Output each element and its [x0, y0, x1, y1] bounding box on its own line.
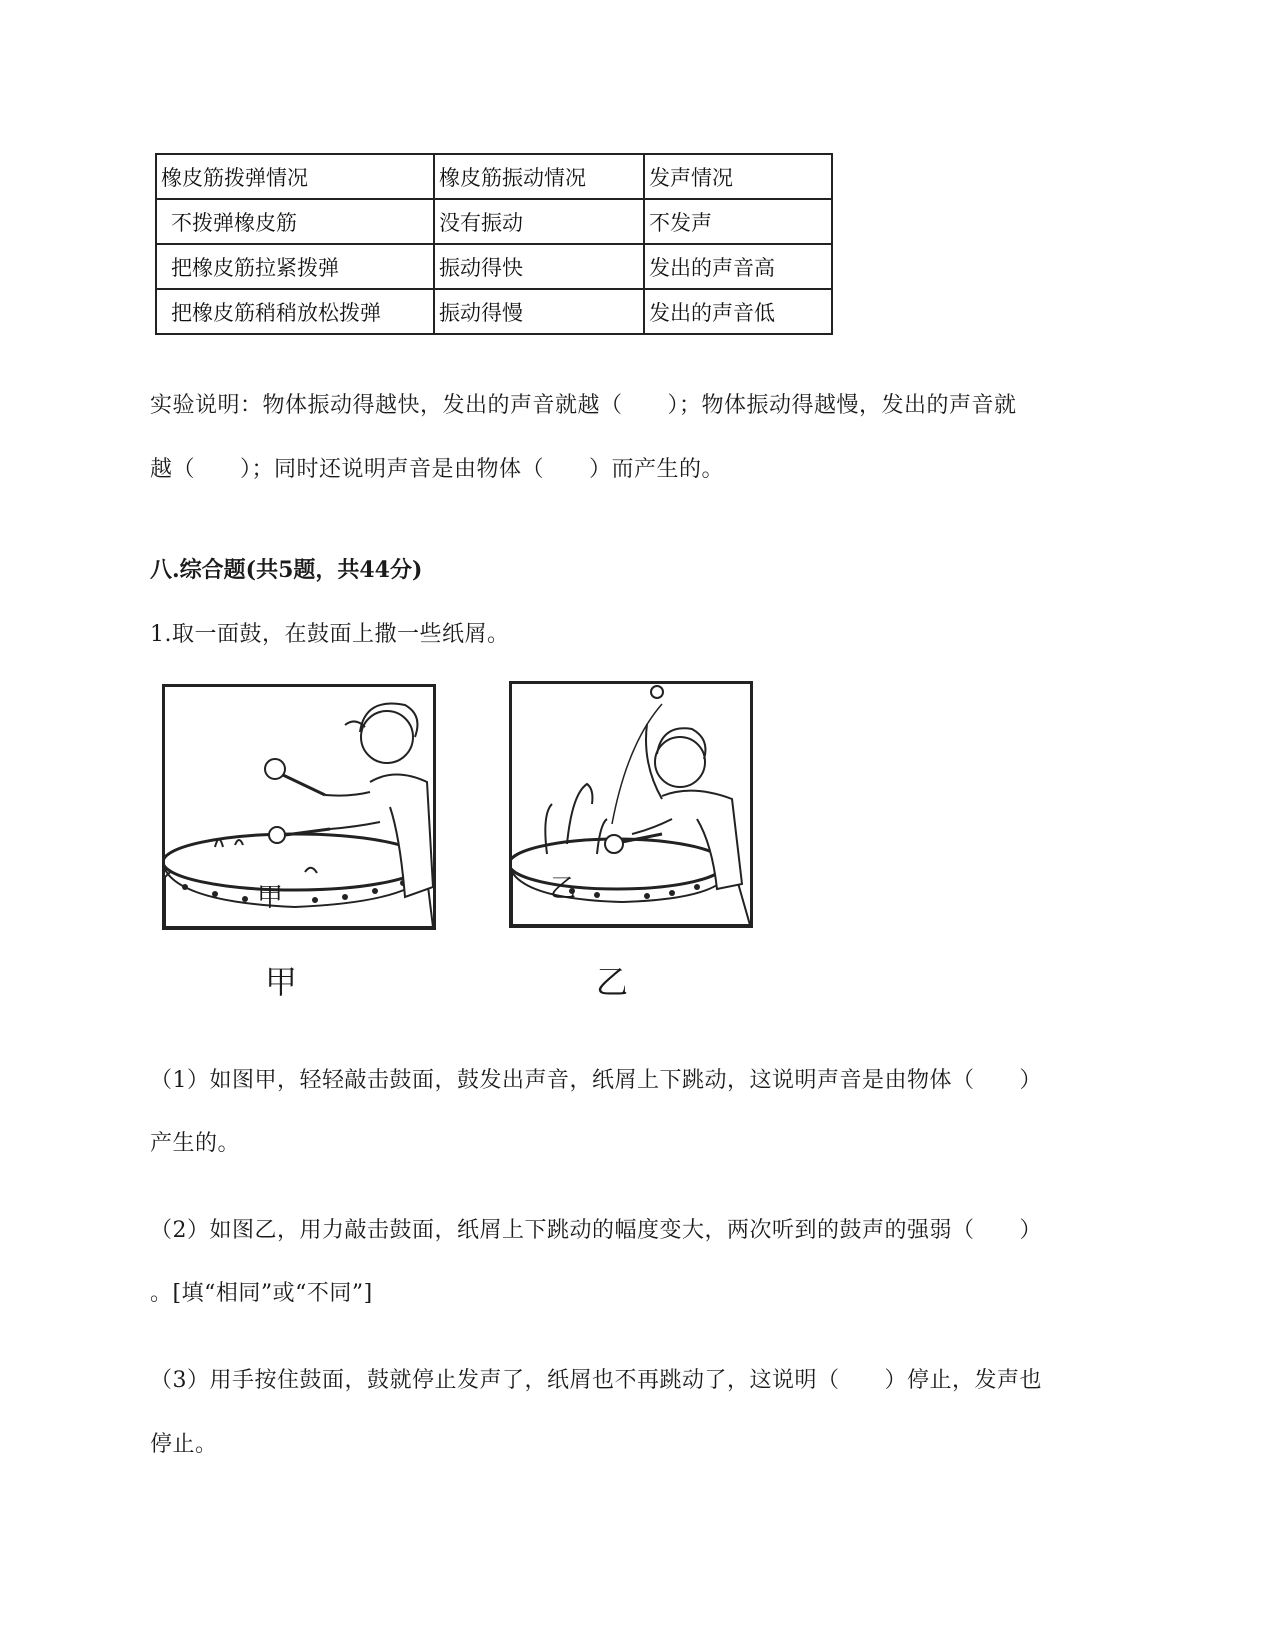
drum-illustration-strong — [512, 684, 750, 925]
table-cell: 不拨弹橡皮筋 — [156, 199, 434, 244]
sub-question-2-line-2: 。[填“相同”或“不同”] — [150, 1281, 373, 1306]
figure-yi-inner-label: 乙 — [550, 874, 577, 904]
table-header-cell: 发声情况 — [644, 154, 832, 199]
table-row — [156, 244, 832, 289]
table-row — [156, 289, 832, 334]
table-cell: 把橡皮筋稍稍放松拨弹 — [156, 289, 434, 334]
sub-question-3-line-2: 停止。 — [150, 1432, 218, 1457]
table-cell: 发出的声音高 — [644, 244, 832, 289]
table-cell: 振动得慢 — [434, 289, 644, 334]
question-1-stem: 1.取一面鼓，在鼓面上撒一些纸屑。 — [150, 622, 510, 647]
explanation-line-2: 越（ ）；同时还说明声音是由物体（ ）而产生的。 — [150, 457, 725, 482]
explanation-line-1: 实验说明：物体振动得越快，发出的声音就越（ ）；物体振动得越慢，发出的声音就 — [150, 393, 1017, 418]
figure-yi-caption: 乙 — [596, 963, 629, 1001]
table-cell: 把橡皮筋拉紧拨弹 — [156, 244, 434, 289]
table-header-cell: 橡皮筋振动情况 — [434, 154, 644, 199]
sub-question-1-line-2: 产生的。 — [150, 1131, 241, 1156]
sub-question-1-line-1: （1）如图甲，轻轻敲击鼓面，鼓发出声音，纸屑上下跳动，这说明声音是由物体（ ） — [150, 1068, 1043, 1093]
table-row — [156, 199, 832, 244]
experiment-table — [155, 153, 833, 335]
table-header-cell: 橡皮筋拨弹情况 — [156, 154, 434, 199]
table-cell: 不发声 — [644, 199, 832, 244]
figure-jia — [162, 684, 436, 930]
section-title: 八.综合题(共5题，共44分) — [150, 557, 423, 583]
figure-jia-inner-label: 甲 — [257, 883, 284, 913]
table-header-row — [156, 154, 832, 199]
figure-yi — [509, 681, 753, 928]
sub-question-3-line-1: （3）用手按住鼓面，鼓就停止发声了，纸屑也不再跳动了，这说明（ ）停止，发声也 — [150, 1368, 1043, 1393]
sub-question-2-line-1: （2）如图乙，用力敲击鼓面，纸屑上下跳动的幅度变大，两次听到的鼓声的强弱（ ） — [150, 1218, 1043, 1243]
drum-illustration-light — [165, 687, 433, 927]
table-cell: 发出的声音低 — [644, 289, 832, 334]
table-cell: 没有振动 — [434, 199, 644, 244]
figure-jia-caption: 甲 — [265, 963, 298, 1001]
table-cell: 振动得快 — [434, 244, 644, 289]
